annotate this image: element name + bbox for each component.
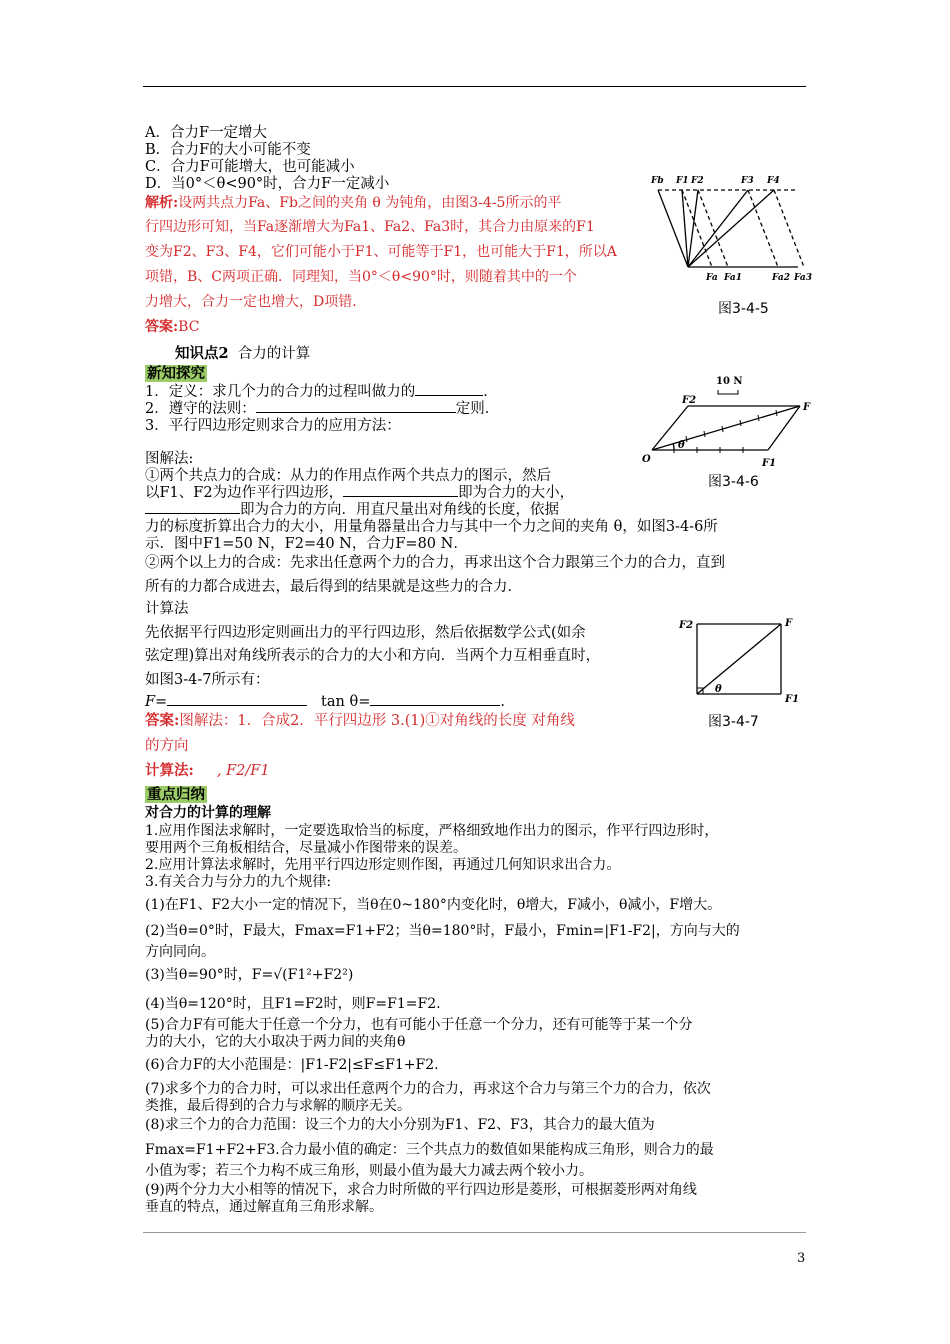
calc-end: . — [500, 694, 505, 710]
rule-7a: (7)求多个力的合力时，可以求出任意两个力的合力，再求这个合力与第三个力的合力，依次 — [145, 1081, 711, 1097]
analysis-line-4: 项错，B、C两项正确．同理知，当0°＜θ<90°时，则随着其中的一个 — [145, 269, 577, 285]
kp2-title: 知识点2 — [175, 345, 229, 362]
analysis-line-1 — [145, 194, 561, 212]
answer-1-value: BC — [178, 319, 200, 335]
fig347-f — [697, 624, 781, 694]
new-knowledge-tag: 新知探究 — [147, 365, 205, 382]
fig345-caption: 图3-4-5 — [718, 301, 769, 317]
fig345-label-fa1: Fa1 — [724, 273, 742, 283]
option-c: C．合力F可能增大，也可能减小 — [145, 159, 355, 175]
calc-method-l2: 弦定理)算出对角线所表示的合力的大小和方向．当两个力互相垂直时， — [145, 648, 601, 664]
calc-method-l3: 如图3-4-7所示有： — [145, 672, 270, 688]
graph-method-l6: ②两个以上力的合成：先求出任意两个力的合力，再求出这个合力跟第三个力的合力，直到 — [145, 555, 725, 571]
rule-9b: 垂直的特点，通过解直角三角形求解。 — [145, 1199, 383, 1215]
fig345-label-fb: Fb — [651, 176, 664, 186]
option-b: B．合力F的大小可能不变 — [145, 142, 311, 158]
answer-1-label: 答案: — [145, 319, 179, 335]
fig345-f4 — [688, 190, 774, 267]
graph-method-l3-text: 即为合力的方向．用直尺量出对角线的长度，依据 — [240, 502, 559, 518]
calc-f-label: F= — [145, 694, 168, 710]
fig346-right — [768, 406, 800, 450]
calc-method-title: 计算法 — [145, 601, 189, 617]
understanding-title: 对合力的计算的理解 — [145, 805, 271, 821]
graph-method-l2a: 以F1、F2为边作平行四边形， — [145, 485, 344, 501]
fig345-label-f2: F2 — [691, 176, 704, 186]
fig345-label-fa2: Fa2 — [772, 273, 790, 283]
rule-5b: 力的大小，它的大小取决于两力间的夹角θ — [145, 1034, 406, 1050]
graph-method-l7: 所有的力都合成进去，最后得到的结果就是这些力的合力． — [145, 579, 522, 595]
kp2-name: 合力的计算 — [237, 346, 311, 362]
graph-method-l2b: 即为合力的大小， — [458, 485, 575, 501]
rule-7b: 类推，最后得到的合力与求解的顺序无关。 — [145, 1098, 411, 1114]
option-d: D．当0°＜θ<90°时，合力F一定减小 — [145, 176, 390, 192]
figure-3-4-7 — [675, 612, 805, 708]
rule-1: (1)在F1、F2大小一定的情况下，当θ在0~180°内变化时，θ增大，F减小，θ减小，F增大。 — [145, 897, 722, 913]
fig345-label-f1: F1 — [676, 176, 689, 186]
fig345-label-f4: F4 — [767, 176, 780, 186]
rule-8a: (8)求三个力的合力范围：设三个力的大小分别为F1、F2、F3，其合力的最大值为 — [145, 1117, 655, 1133]
item-1: 1．定义：求几个力的合力的过程叫做力的 ． — [145, 384, 498, 400]
rule-8c: 小值为零；若三个力构不成三角形，则最小值为最大力减去两个较小力。 — [145, 1163, 593, 1179]
footer-rule — [143, 1232, 806, 1233]
figure-3-4-6 — [640, 368, 815, 472]
answer-2-l2: 的方向 — [145, 738, 189, 754]
answer-1 — [145, 318, 199, 336]
key-points-tag: 重点归纳 — [147, 786, 205, 803]
item-1-text: 1．定义：求几个力的合力的过程叫做力的 — [145, 384, 416, 400]
analysis-label: 解析: — [145, 195, 179, 211]
fig346-f — [652, 406, 800, 450]
analysis-line-5: 力增大，合力一定也增大，D项错． — [145, 294, 367, 310]
fig347-label-theta: θ — [715, 684, 722, 695]
rule-9a: (9)两个分力大小相等的情况下，求合力时所做的平行四边形是菱形，可根据菱形两对角线 — [145, 1182, 697, 1198]
analysis-line-2: 行四边形可知，当Fa逐渐增大为Fa1、Fa2、Fa3时，其合力由原来的F1 — [145, 219, 595, 235]
rule-5a: (5)合力F有可能大于任意一个分力，也有可能小于任意一个分力，还有可能等于某一个分 — [145, 1017, 693, 1033]
calc-method-l1: 先依据平行四边形定则画出力的平行四边形，然后依据数学公式(如余 — [145, 625, 586, 641]
item-2-end: 定则． — [455, 401, 500, 417]
fig346-label-f2: F2 — [682, 395, 697, 406]
answer-2-l1 — [145, 712, 575, 730]
rule-8b: Fmax=F1+F2+F3.合力最小值的确定：三个共点力的数值如果能构成三角形，则合力的最 — [145, 1142, 714, 1158]
graph-method-l3 — [145, 501, 559, 519]
calc-tan-label: tan θ= — [321, 694, 371, 710]
fig346-label-f: F — [803, 402, 811, 413]
answer-2-label: 答案: — [145, 712, 180, 729]
answer-2-calc — [145, 762, 270, 780]
understanding-p1a: 1.应用作图法求解时，一定要选取恰当的标度，严格细致地作出力的图示，作平行四边形时， — [145, 823, 719, 839]
graph-method-l1: ①两个共点力的合成：从力的作用点作两个共点力的图示，然后 — [145, 468, 551, 484]
item-2-text: 2．遵守的法则： — [145, 401, 256, 417]
fig346-label-o: O — [642, 454, 651, 465]
graph-method-l5: 示．图中F1=50 N，F2=40 N，合力F=80 N． — [145, 536, 468, 552]
graph-method-title: 图解法: — [145, 451, 194, 467]
rule-4: (4)当θ=120°时，且F1=F2时，则F=F1=F2. — [145, 996, 441, 1012]
kp2-heading — [175, 345, 310, 363]
header-rule — [143, 86, 806, 87]
rule-2b: 方向同向。 — [145, 944, 215, 960]
fig347-label-f2: F2 — [679, 620, 694, 631]
rule-2a: (2)当θ=0°时，F最大，Fmax=F1+F2；当θ=180°时，F最小，Fmin=|F1-F2|，方向与大的 — [145, 923, 740, 939]
item-3: 3．平行四边形定则求合力的应用方法： — [145, 418, 401, 434]
fig346-scale-label: 10 N — [716, 376, 743, 387]
fig346-scale-bar — [718, 390, 738, 394]
answer-2-text: 图解法：1．合成2．平行四边形 3.(1)①对角线的长度 对角线 — [179, 713, 575, 729]
option-a: A．合力F一定增大 — [145, 125, 268, 141]
graph-method-l2 — [145, 484, 574, 502]
fig347-caption: 图3-4-7 — [708, 714, 759, 730]
graph-method-l4: 力的标度折算出合力的大小，用量角器量出合力与其中一个力之间的夹角 θ，如图3-4-6所 — [145, 519, 718, 535]
answer-2-calc-label: 计算法: — [145, 762, 194, 779]
rule-6: (6)合力F的大小范围是：|F1-F2|≤F≤F1+F2. — [145, 1057, 439, 1073]
fig346-label-f1: F1 — [762, 458, 777, 469]
answer-2-calc-value: , F2/F1 — [216, 763, 270, 779]
item-2 — [145, 400, 499, 418]
understanding-p1b: 要用两个三角板相结合，尽量减小作图带来的误差。 — [145, 840, 467, 856]
calc-method-formula — [145, 693, 505, 711]
analysis-line-3: 变为F2、F3、F4，它们可能小于F1、可能等于F1，也可能大于F1，所以A — [145, 244, 617, 260]
fig345-label-f3: F3 — [741, 176, 754, 186]
understanding-p2: 2.应用计算法求解时，先用平行四边形定则作图，再通过几何知识求出合力。 — [145, 857, 621, 873]
figure-3-4-5 — [648, 170, 810, 290]
understanding-p3: 3.有关合力与分力的九个规律: — [145, 874, 332, 890]
key-points-section — [145, 786, 207, 804]
rule-3: (3)当θ=90°时，F=√(F1²+F2²) — [145, 967, 354, 983]
page-number: 3 — [797, 1251, 806, 1266]
fig345-label-fa: Fa — [706, 273, 718, 283]
fig346-caption: 图3-4-6 — [708, 474, 759, 490]
fig346-label-theta: θ — [678, 440, 685, 451]
fig347-label-f1: F1 — [785, 694, 800, 705]
fig347-label-f: F — [785, 618, 793, 629]
fig345-label-fa3: Fa3 — [794, 273, 812, 283]
analysis-text-1: 设两共点力Fa、Fb之间的夹角 θ 为钝角，由图3-4-5所示的平 — [178, 195, 562, 211]
new-knowledge-section — [145, 365, 207, 383]
